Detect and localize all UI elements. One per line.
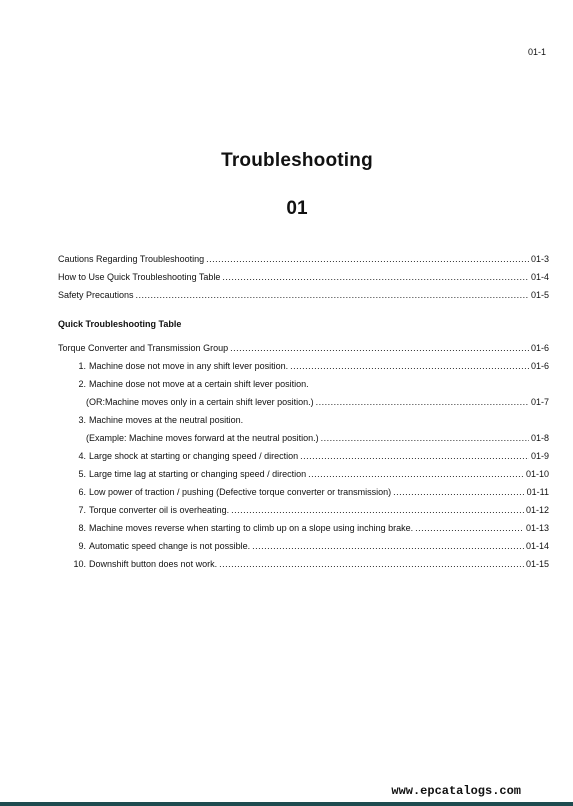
item-label: (Example: Machine moves forward at the neutral position.)	[86, 433, 319, 443]
toc-group-entry[interactable]	[58, 336, 549, 354]
dot-leader	[230, 342, 529, 354]
toc-general	[58, 247, 549, 301]
dot-leader	[415, 522, 524, 534]
toc-item[interactable]	[58, 462, 549, 480]
item-label: Machine dose not move in any shift lever position.	[89, 361, 289, 371]
item-number: 8.	[78, 523, 86, 533]
dot-leader	[290, 360, 529, 372]
toc-entry-label: Torque Converter and Transmission Group	[58, 343, 229, 353]
item-number: 10.	[73, 559, 86, 569]
item-number: 1.	[78, 361, 86, 371]
item-label: Torque converter oil is overheating.	[89, 505, 230, 515]
page-number: 01-1	[527, 47, 546, 57]
item-label: Large shock at starting or changing speed / direction	[89, 451, 299, 461]
item-number: 5.	[78, 469, 86, 479]
item-number: 7.	[78, 505, 86, 515]
toc-item[interactable]	[58, 444, 549, 462]
dot-leader	[136, 289, 529, 301]
toc-item-continuation[interactable]	[58, 426, 549, 444]
item-page: 01-10	[525, 469, 549, 479]
toc-entry-page: 01-5	[530, 290, 549, 300]
watermark: www.epcatalogs.com	[391, 784, 521, 798]
toc-entry-page: 01-6	[530, 343, 549, 353]
item-page: 01-6	[530, 361, 549, 371]
item-number: 9.	[78, 541, 86, 551]
toc-item[interactable]	[58, 354, 549, 372]
toc-item[interactable]	[58, 552, 549, 570]
chapter-number: 01	[286, 198, 308, 219]
toc-entry-label: How to Use Quick Troubleshooting Table	[58, 272, 221, 282]
item-page: 01-13	[525, 523, 549, 533]
dot-leader	[219, 558, 524, 570]
dot-leader	[231, 504, 524, 516]
item-number: 6.	[78, 487, 86, 497]
item-page: 01-12	[525, 505, 549, 515]
dot-leader	[300, 450, 529, 462]
toc-entry[interactable]	[58, 283, 549, 301]
item-page: 01-15	[525, 559, 549, 569]
bottom-bar	[0, 802, 573, 806]
toc-item[interactable]	[58, 408, 549, 426]
dot-leader	[206, 253, 529, 265]
item-page: 01-7	[530, 397, 549, 407]
item-label: Machine moves reverse when starting to climb up on a slope using inching brake.	[89, 523, 414, 533]
toc-entry-page: 01-3	[530, 254, 549, 264]
item-page: 01-11	[526, 487, 549, 497]
item-label: Large time lag at starting or changing speed / direction	[89, 469, 307, 479]
toc-item[interactable]	[58, 498, 549, 516]
dot-leader	[222, 271, 529, 283]
item-page: 01-9	[530, 451, 549, 461]
toc-entry-label: Cautions Regarding Troubleshooting	[58, 254, 205, 264]
item-label: Downshift button does not work.	[89, 559, 218, 569]
item-label: Machine moves at the neutral position.	[89, 415, 244, 425]
toc-item[interactable]	[58, 516, 549, 534]
toc-entry[interactable]	[58, 265, 549, 283]
dot-leader	[393, 486, 525, 498]
toc-item[interactable]	[58, 480, 549, 498]
item-page: 01-8	[530, 433, 549, 443]
item-page: 01-14	[525, 541, 549, 551]
item-label: Low power of traction / pushing (Defective torque converter or transmission)	[89, 487, 392, 497]
toc-item-continuation[interactable]	[58, 390, 549, 408]
toc-entry-label: Safety Precautions	[58, 290, 134, 300]
section-heading: Quick Troubleshooting Table	[58, 319, 182, 329]
item-label: Automatic speed change is not possible.	[89, 541, 251, 551]
toc-item[interactable]	[58, 534, 549, 552]
item-number: 3.	[78, 415, 86, 425]
dot-leader	[316, 396, 529, 408]
item-label: Machine dose not move at a certain shift lever position.	[89, 379, 309, 389]
toc-item[interactable]	[58, 372, 549, 390]
item-number: 2.	[78, 379, 86, 389]
dot-leader	[252, 540, 524, 552]
toc-entry-page: 01-4	[530, 272, 549, 282]
dot-leader	[308, 468, 524, 480]
page-title: Troubleshooting	[221, 150, 373, 171]
toc-entry[interactable]	[58, 247, 549, 265]
item-number: 4.	[78, 451, 86, 461]
dot-leader	[321, 432, 529, 444]
toc-quick-table	[58, 318, 549, 570]
item-label: (OR:Machine moves only in a certain shift lever position.)	[86, 397, 314, 407]
